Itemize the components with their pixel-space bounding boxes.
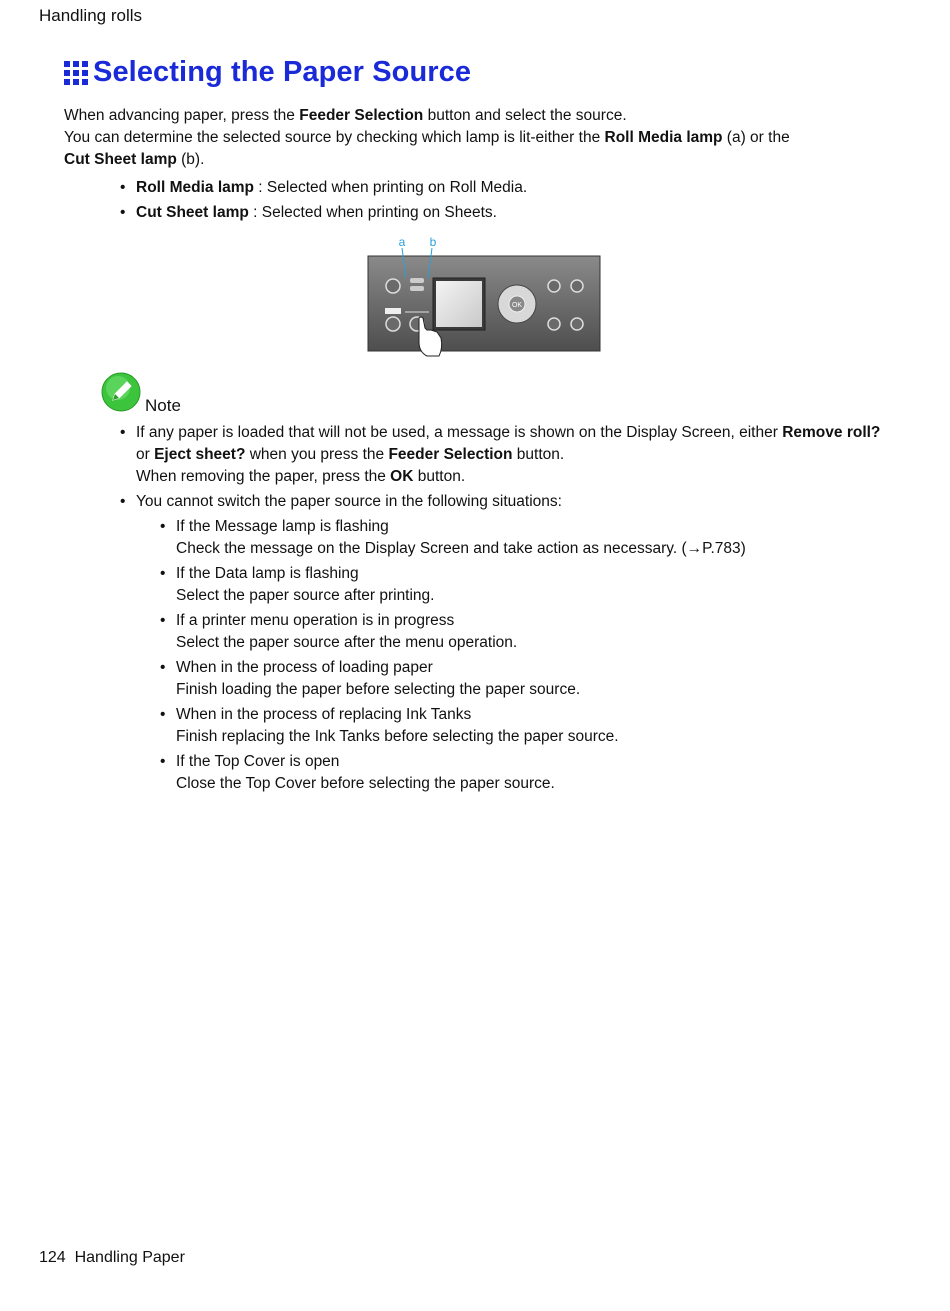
list-item (120, 179, 527, 204)
callout-a: a (398, 235, 406, 249)
lamp-name: Cut Sheet lamp (136, 204, 249, 221)
situation-action: Check the message on the Display Screen and take action as necessary. (→P.783) (176, 540, 746, 557)
text: (b). (176, 151, 205, 168)
cut-sheet-lamp-term: Cut Sheet lamp (64, 151, 177, 168)
page-title: Selecting the Paper Source (93, 56, 472, 88)
list-item (120, 422, 890, 488)
text: button. (413, 468, 466, 485)
situation-condition: When in the process of replacing Ink Tanks (176, 706, 472, 723)
text: (a) or the (722, 129, 790, 146)
callout-b: b (429, 235, 437, 249)
lamp-name: Roll Media lamp (136, 179, 254, 196)
footer-section: Handling Paper (74, 1249, 185, 1266)
situation-condition: If the Data lamp is flashing (176, 565, 359, 582)
situation-item (160, 563, 890, 607)
situation-action: Finish loading the paper before selecting the paper source. (176, 681, 581, 698)
feeder-selection-term: Feeder Selection (299, 107, 424, 124)
note-label: Note (145, 396, 181, 415)
intro-paragraph-2 (64, 127, 884, 171)
text: When advancing paper, press the (64, 107, 300, 124)
text: You cannot switch the paper source in the following situations: (136, 493, 562, 510)
roll-media-lamp-term: Roll Media lamp (604, 129, 723, 146)
list-item (120, 491, 890, 513)
text: button. (512, 446, 565, 463)
feeder-selection-term: Feeder Selection (388, 446, 513, 463)
text: button and select the source. (423, 107, 627, 124)
situation-action: Finish replacing the Ink Tanks before selecting the paper source. (176, 728, 619, 745)
running-header: Handling rolls (39, 6, 142, 25)
situation-condition: If the Message lamp is flashing (176, 518, 389, 535)
ok-button-label: OK (511, 302, 523, 309)
situation-action: Select the paper source after the menu operation. (176, 634, 518, 651)
page-footer (39, 1249, 185, 1267)
situation-action: Close the Top Cover before selecting the paper source. (176, 775, 555, 792)
separator: : (254, 179, 267, 196)
text: when you press the (245, 446, 389, 463)
situation-condition: If the Top Cover is open (176, 753, 340, 770)
grid-icon (64, 61, 88, 85)
page-number: 124 (39, 1249, 66, 1266)
section-heading (64, 56, 471, 89)
eject-sheet-message: Eject sheet? (154, 446, 246, 463)
situation-item (160, 516, 890, 560)
situation-condition: If a printer menu operation is in progress (176, 612, 455, 629)
remove-roll-message: Remove roll? (782, 424, 881, 441)
text: or (136, 446, 155, 463)
pencil-note-icon (101, 372, 141, 412)
lamp-description: Selected when printing on Sheets. (261, 204, 497, 221)
list-item (120, 204, 527, 229)
situation-action: Select the paper source after printing. (176, 587, 435, 604)
intro-paragraph-1 (64, 105, 884, 127)
text: When removing the paper, press the (136, 468, 391, 485)
lamp-list (120, 179, 527, 229)
separator: : (248, 204, 262, 221)
lamp-description: Selected when printing on Roll Media. (266, 179, 528, 196)
ok-term: OK (390, 468, 414, 485)
situation-item (160, 751, 890, 795)
text: You can determine the selected source by checking which lamp is lit-either the (64, 129, 605, 146)
text: If any paper is loaded that will not be used, a message is shown on the Display Screen, either (136, 424, 783, 441)
note-list (120, 422, 890, 798)
situation-condition: When in the process of loading paper (176, 659, 433, 676)
situation-item (160, 657, 890, 701)
control-panel-illustration (367, 234, 603, 360)
situation-item (160, 704, 890, 748)
situation-item (160, 610, 890, 654)
control-panel-figure (367, 234, 603, 360)
